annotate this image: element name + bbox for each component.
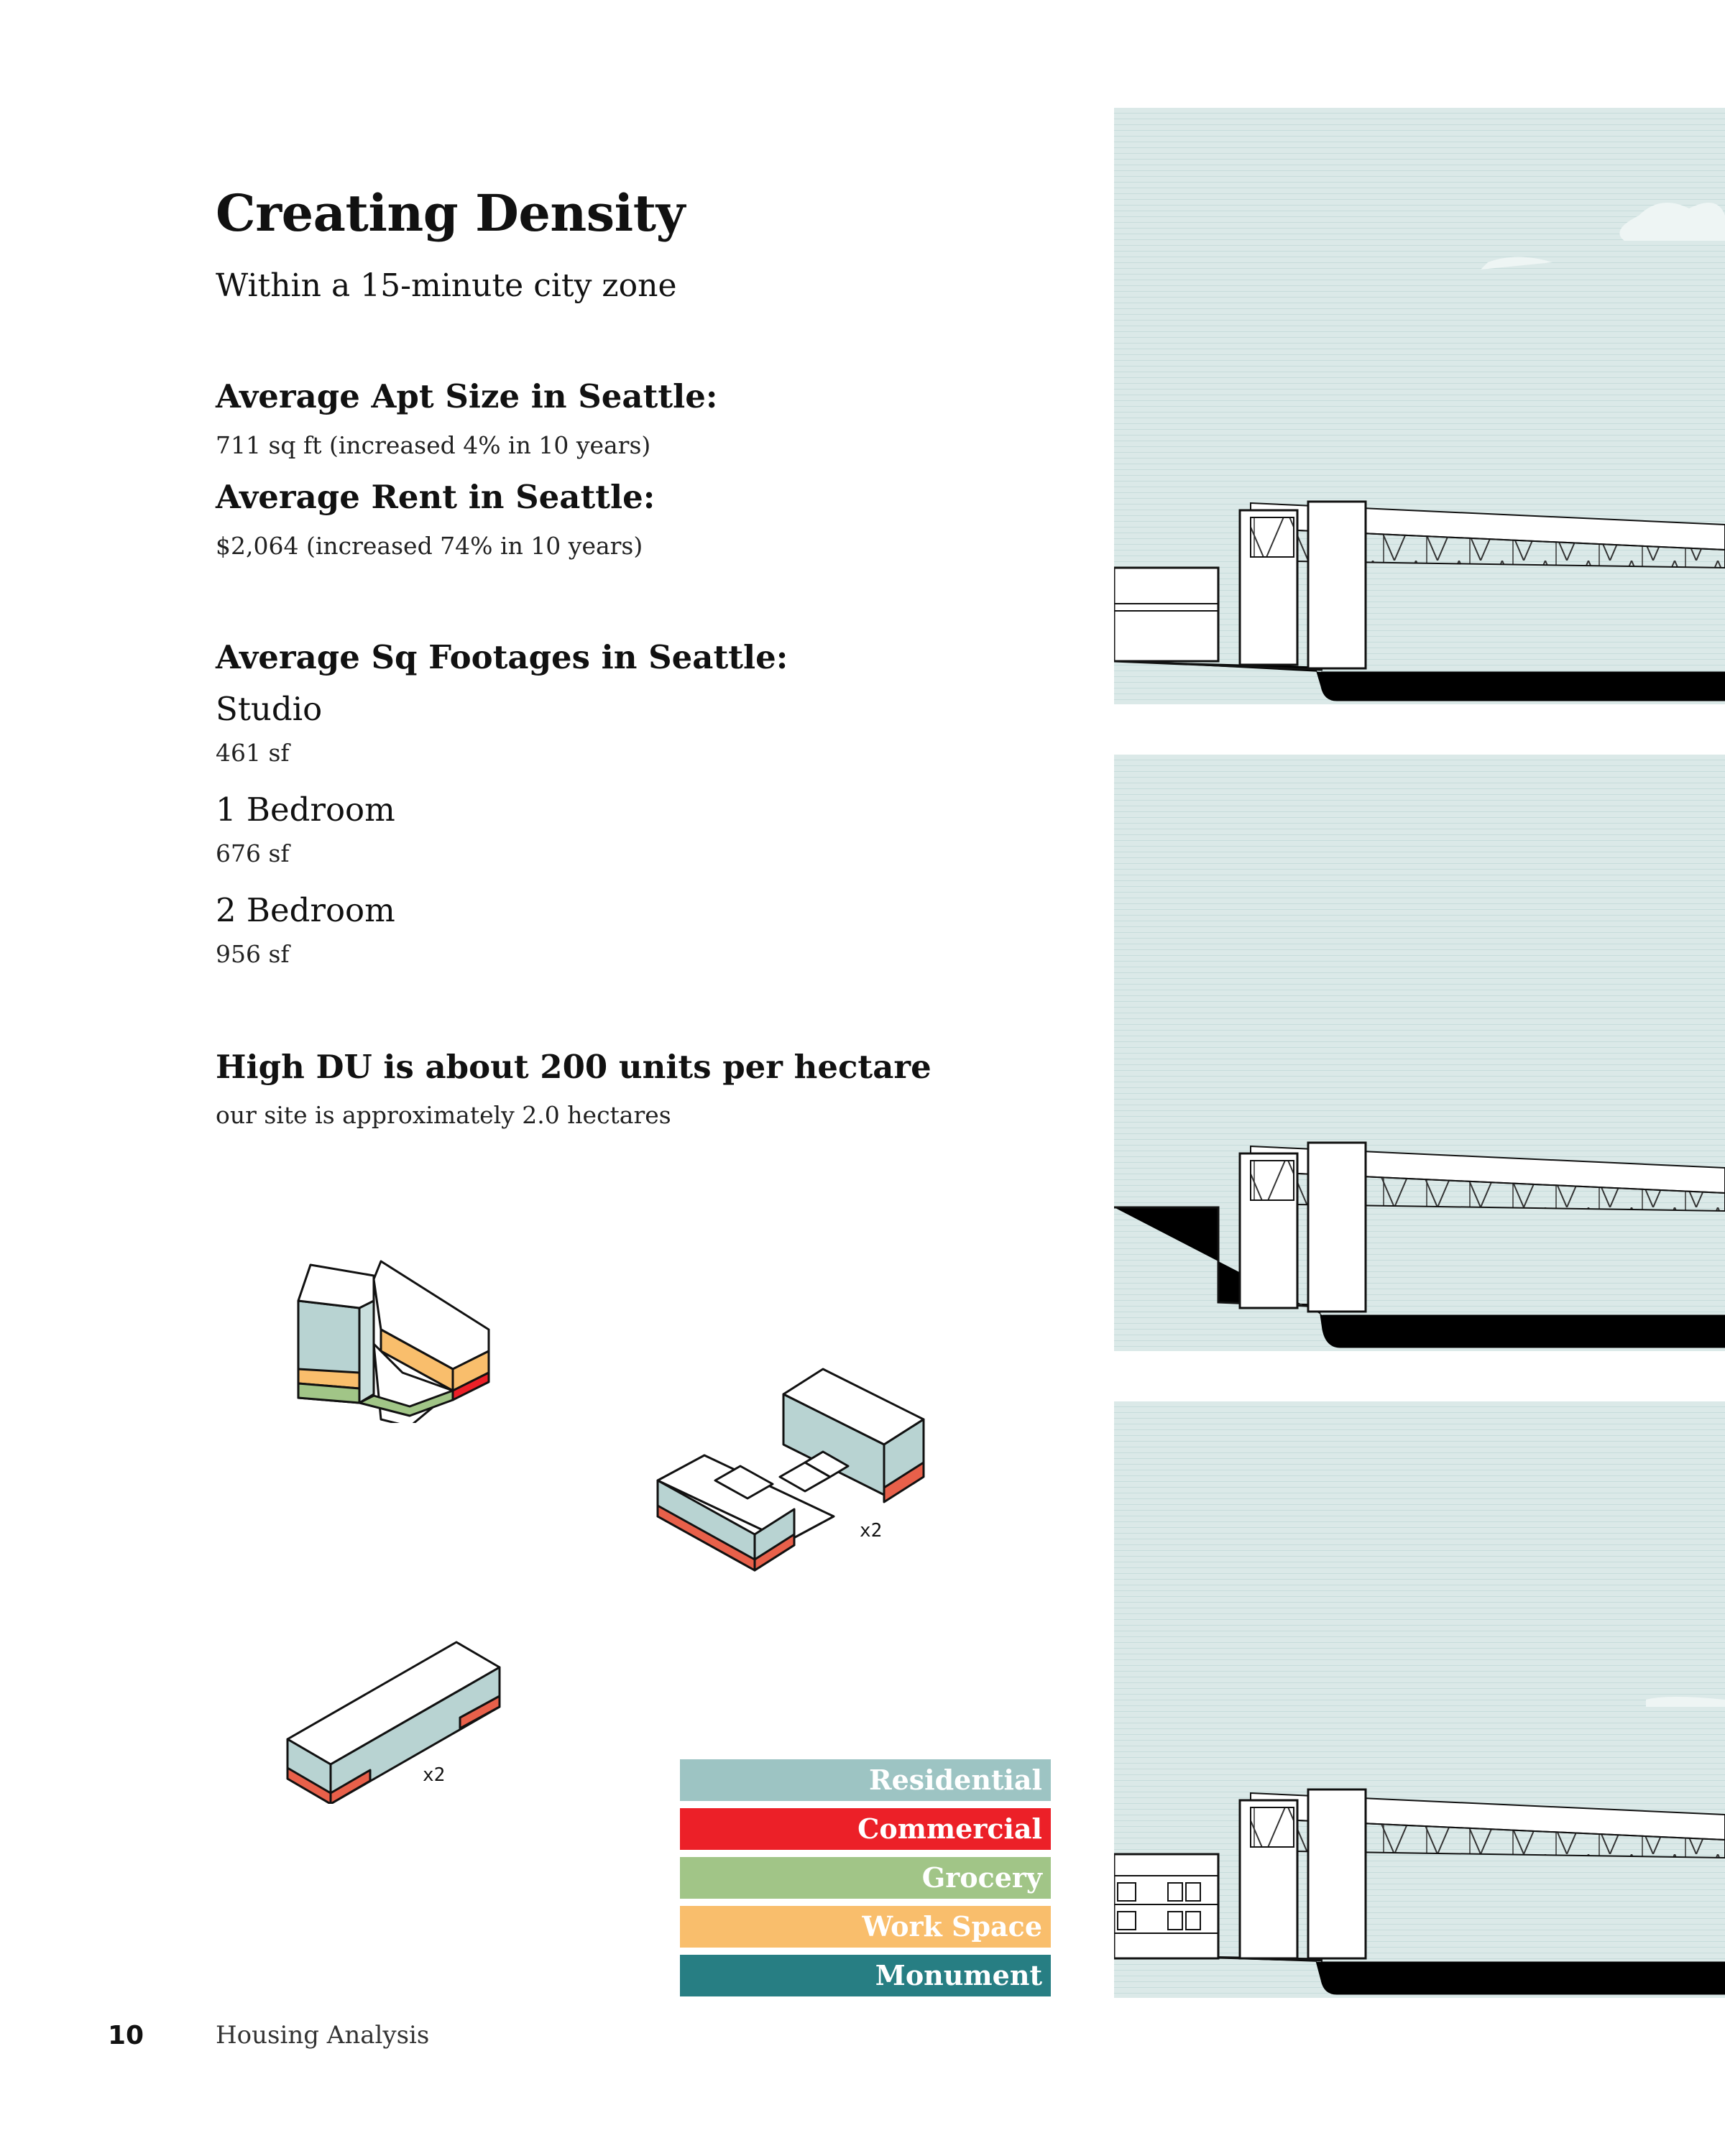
elevation-panel-2 (1114, 755, 1725, 1351)
footage-heading: Average Sq Footages in Seattle: (216, 638, 788, 676)
page-title: Creating Density (216, 183, 685, 243)
massing-diagram-b (654, 1362, 934, 1577)
elevation-panel-1 (1114, 108, 1725, 704)
massing-diagram-c (284, 1639, 507, 1804)
footage-value-2br: 956 sf (216, 940, 290, 968)
footage-value-1br: 676 sf (216, 839, 290, 867)
legend-monument: Monument (680, 1955, 1051, 1996)
page-subtitle: Within a 15-minute city zone (216, 267, 677, 304)
legend-grocery: Grocery (680, 1857, 1051, 1899)
footage-label-1br: 1 Bedroom (216, 791, 395, 829)
rent-value: $2,064 (increased 74% in 10 years) (216, 532, 643, 560)
massing-diagram-a (273, 1236, 510, 1423)
apt-size-value: 711 sq ft (increased 4% in 10 years) (216, 431, 651, 459)
rent-heading: Average Rent in Seattle: (216, 478, 656, 516)
multiplier-label-c: x2 (423, 1764, 446, 1786)
section-name: Housing Analysis (216, 2021, 430, 2050)
elevation-panel-3 (1114, 1401, 1725, 1998)
footage-label-studio: Studio (216, 690, 323, 728)
legend-work-space: Work Space (680, 1906, 1051, 1948)
legend-commercial: Commercial (680, 1808, 1051, 1850)
footage-label-2br: 2 Bedroom (216, 891, 395, 929)
legend-residential: Residential (680, 1759, 1051, 1801)
multiplier-label-b: x2 (860, 1520, 883, 1542)
page-number: 10 (108, 2021, 144, 2050)
footage-value-studio: 461 sf (216, 739, 290, 767)
apt-size-heading: Average Apt Size in Seattle: (216, 377, 718, 415)
density-note: our site is approximately 2.0 hectares (216, 1101, 671, 1129)
density-heading: High DU is about 200 units per hectare (216, 1048, 932, 1086)
